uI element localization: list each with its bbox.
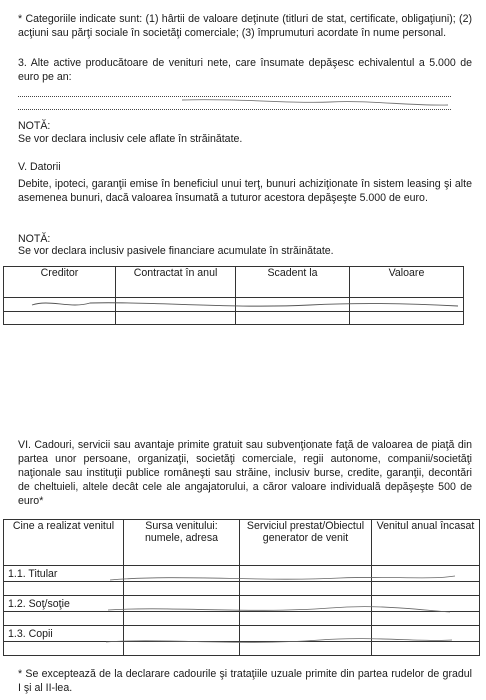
footnote: * Se exceptează de la declarare cadourile şi trataţiile uzuale primite din partea rudelor de gradul I şi al II-lea.: [18, 668, 472, 694]
debts-table: [3, 266, 464, 325]
gifts-table-header: [4, 520, 480, 566]
col-service: Serviciul prestat/Obiectul generator de venit: [240, 520, 372, 566]
row-titular: 1.1. Titular: [4, 566, 124, 582]
section-3-note-text: Se vor declara inclusiv cele aflate în străinătate.: [18, 133, 243, 145]
col-due-date: Scadent la: [236, 267, 350, 298]
section-5-note-text: Se vor declara inclusiv pasivele financiare acumulate în străinătate.: [18, 245, 334, 257]
col-value: Valoare: [350, 267, 464, 298]
categories-note: * Categoriile indicate sunt: (1) hârtii de valoare deţinute (titluri de stat, certificate, obligaţiuni); (2) acţiuni sau părţi sociale în societăţi comerciale; (3) împrumuturi acordate în nume personal.: [18, 13, 472, 39]
table-row: [4, 642, 480, 656]
col-source: Sursa venitului: numele, adresa: [124, 520, 240, 566]
table-row: [4, 312, 464, 325]
col-creditor: Creditor: [4, 267, 116, 298]
row-children: 1.3. Copii: [4, 626, 124, 642]
debts-table-header: [4, 267, 464, 298]
section-3-note-label: NOTĂ:: [18, 120, 51, 132]
row-spouse: 1.2. Soţ/soţie: [4, 596, 124, 612]
dotted-line-2: [18, 109, 451, 110]
table-row: [4, 298, 464, 312]
dotted-line-1: [18, 96, 451, 97]
table-row: [4, 596, 480, 612]
gifts-table: [3, 519, 480, 656]
col-who: Cine a realizat venitul: [4, 520, 124, 566]
table-row: [4, 612, 480, 626]
section-6-text: VI. Cadouri, servicii sau avantaje primite gratuit sau subvenţionate faţă de valoarea de piaţă din partea unor persoane, organizaţii, societăţi comerciale, regii autonome, companii/societăţi naţionale sau instituţii publice româneşti sau străine, inclusiv burse, credite, garanţii, decontări de cheltuieli, altele decât cele ale angajatorului, a căror valoare individuală depăşeşte 500 de euro*: [18, 439, 472, 507]
section-5-title: V. Datorii: [18, 161, 61, 173]
scribble-mark: [180, 96, 450, 110]
col-income: Venitul anual încasat: [372, 520, 480, 566]
section-5-note-label: NOTĂ:: [18, 233, 51, 245]
section-5-text: Debite, ipoteci, garanţii emise în beneficiul unui terţ, bunuri achiziţionate în sistem leasing şi alte asemenea bunuri, dacă valoarea însumată a tuturor acestora depăşeşte 5.000 de euro.: [18, 178, 472, 204]
table-row: [4, 582, 480, 596]
col-contracted-year: Contractat în anul: [116, 267, 236, 298]
section-3-text: 3. Alte active producătoare de venituri nete, care însumate depăşesc echivalentul a 5.000 de euro pe an:: [18, 57, 472, 83]
table-row: [4, 626, 480, 642]
table-row: [4, 566, 480, 582]
